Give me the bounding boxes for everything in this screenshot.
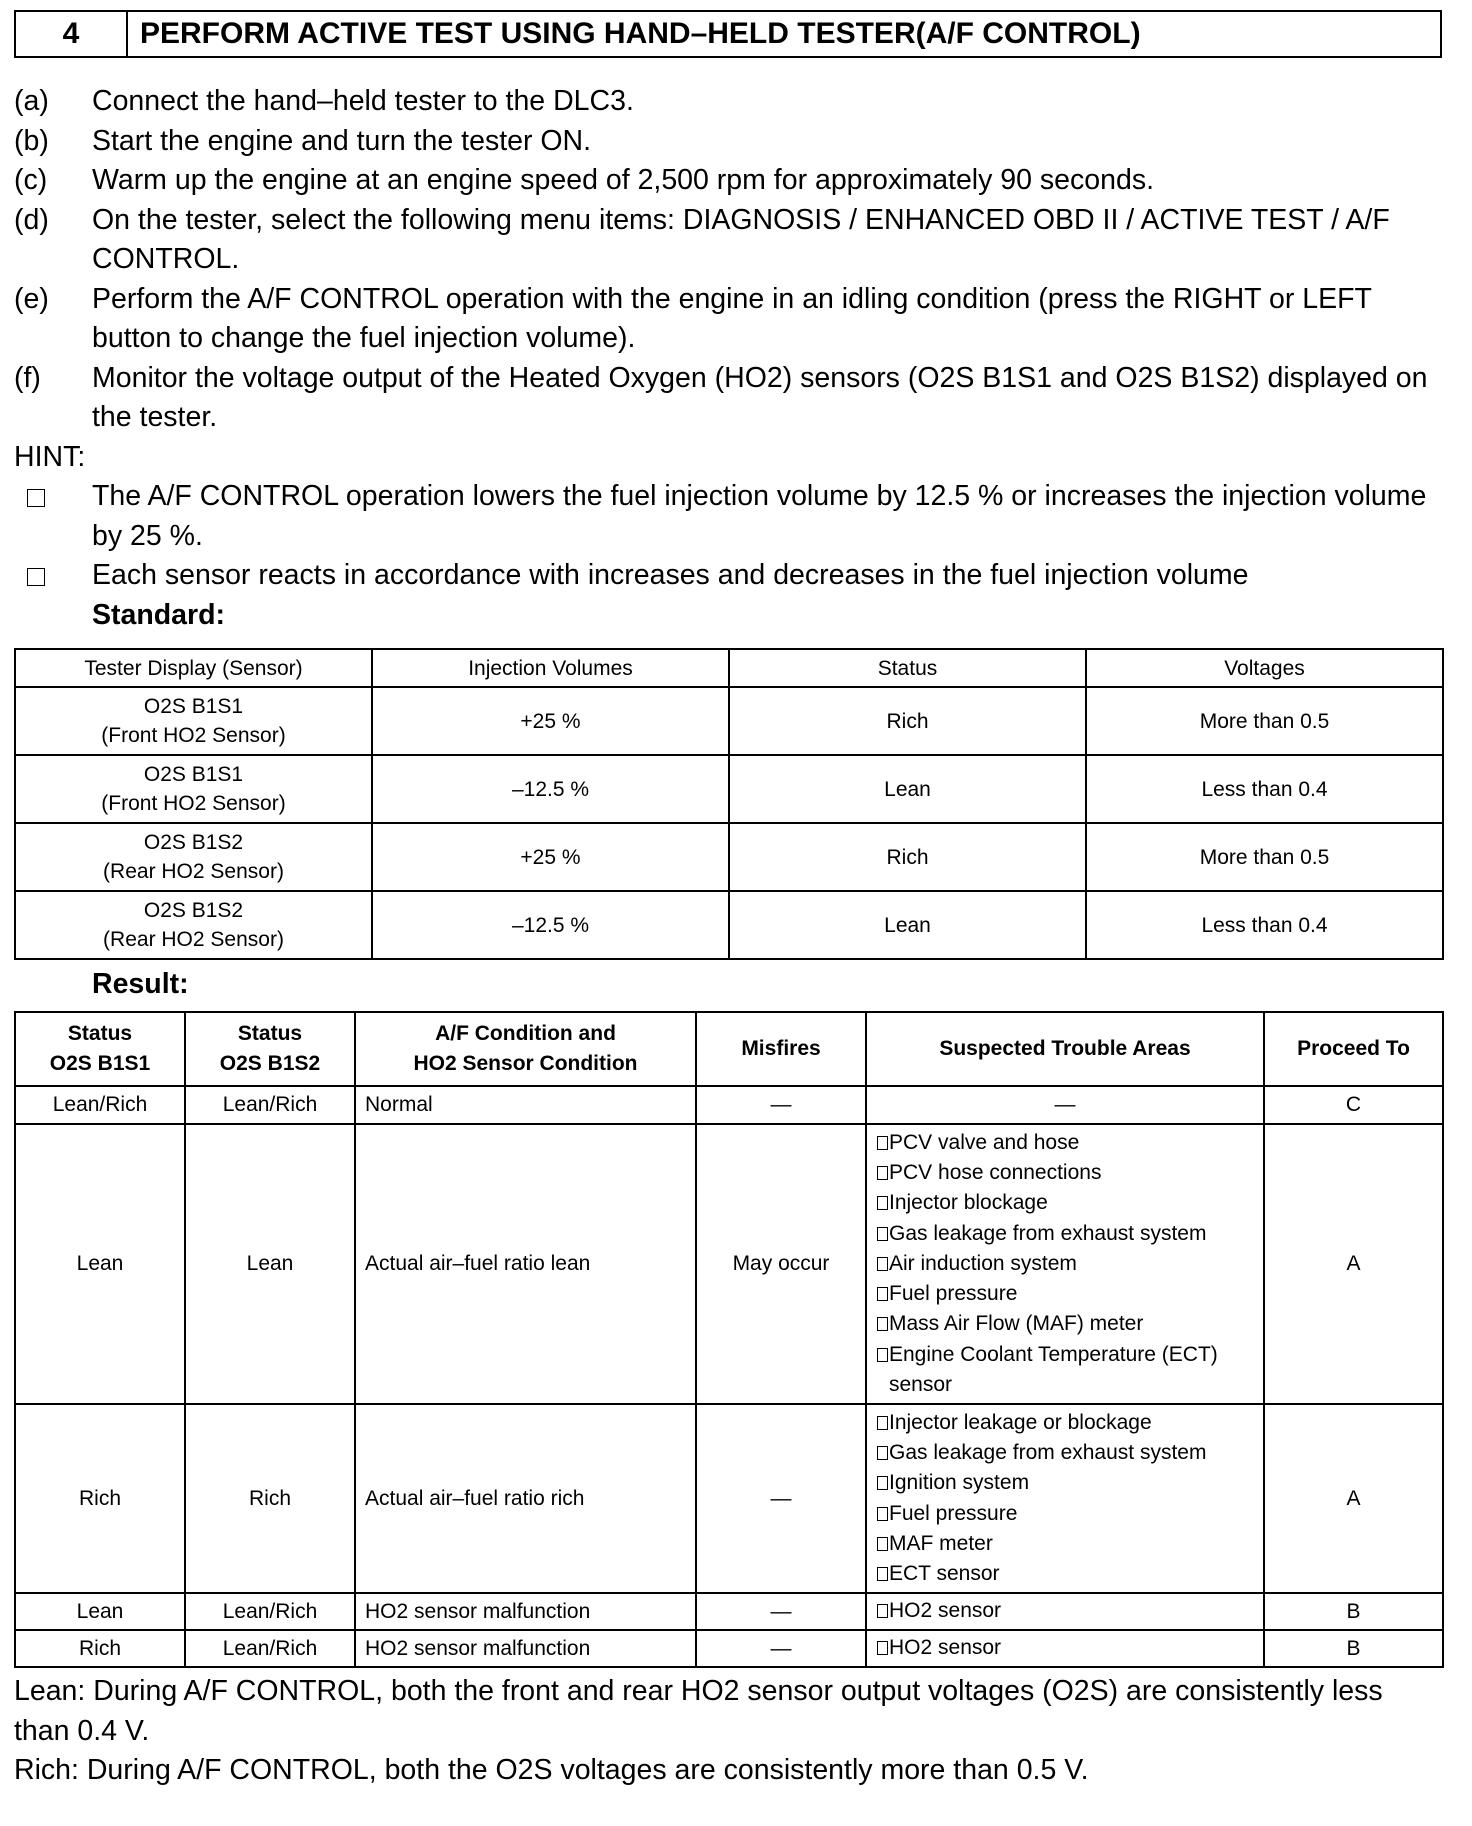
table-row [15, 687, 1443, 755]
areas-cell [866, 1593, 1264, 1630]
list-item: Gas leakage from exhaust system [877, 1438, 1263, 1468]
condition-cell: Actual air–fuel ratio rich [355, 1404, 696, 1593]
injection-cell: +25 % [372, 687, 729, 755]
injection-cell: –12.5 % [372, 755, 729, 823]
status-b1s2-cell: Lean [185, 1124, 355, 1404]
notes [14, 1672, 1444, 1791]
table-row [15, 755, 1443, 823]
sensor-cell: O2S B1S2 (Rear HO2 Sensor) [15, 823, 372, 891]
list-item: Gas leakage from exhaust system [877, 1219, 1263, 1249]
condition-cell: HO2 sensor malfunction [355, 1630, 696, 1667]
instruction-item [14, 82, 1444, 122]
instruction-text: Perform the A/F CONTROL operation with the engine in an idling condition (press the RIGHT or LEFT button to change the fuel injection volume). [92, 282, 1372, 354]
list-item: PCV valve and hose [877, 1128, 1263, 1158]
list-item: Fuel pressure [877, 1279, 1263, 1309]
list-item: PCV hose connections [877, 1158, 1263, 1188]
voltage-cell: Less than 0.4 [1086, 755, 1443, 823]
standard-table [14, 648, 1444, 960]
table-header-row [15, 649, 1443, 687]
step-header [14, 10, 1442, 58]
status-b1s1-cell: Rich [15, 1630, 185, 1667]
areas-cell [866, 1404, 1264, 1593]
status-cell: Lean [729, 755, 1086, 823]
hint-text: The A/F CONTROL operation lowers the fuel injection volume by 12.5 % or increases the injection volume by 25 %. [92, 480, 1427, 552]
column-header: Status [729, 649, 1086, 687]
column-header: Status O2S B1S1 [15, 1012, 185, 1086]
table-row [15, 823, 1443, 891]
instruction-label: (d) [14, 203, 49, 236]
proceed-cell: A [1264, 1404, 1443, 1593]
instruction-text: Start the engine and turn the tester ON. [92, 124, 592, 157]
table-row [15, 1593, 1443, 1630]
result-table [14, 1011, 1444, 1668]
instruction-text: On the tester, select the following menu items: DIAGNOSIS / ENHANCED OBD II / ACTIVE TEST / A/F CONTROL. [92, 203, 1390, 275]
condition-cell: Actual air–fuel ratio lean [355, 1124, 696, 1404]
list-item: Injector leakage or blockage [877, 1408, 1263, 1438]
hint-text: Each sensor reacts in accordance with increases and decreases in the fuel injection volume [92, 559, 1249, 591]
misfires-cell: — [696, 1593, 866, 1630]
status-cell: Lean [729, 891, 1086, 959]
step-title: PERFORM ACTIVE TEST USING HAND–HELD TESTER(A/F CONTROL) [140, 17, 1141, 50]
misfires-cell: — [696, 1630, 866, 1667]
column-header: Suspected Trouble Areas [866, 1012, 1264, 1086]
column-header: A/F Condition and HO2 Sensor Condition [355, 1012, 696, 1086]
list-item: HO2 sensor [877, 1633, 1263, 1663]
list-item: Fuel pressure [877, 1499, 1263, 1529]
status-b1s2-cell: Lean/Rich [185, 1086, 355, 1124]
note-lean: Lean: During A/F CONTROL, both the front and rear HO2 sensor output voltages (O2S) are consistently less than 0.4 V. [14, 1675, 1383, 1747]
instruction-item [14, 122, 1444, 162]
list-item: Engine Coolant Temperature (ECT) [877, 1340, 1263, 1370]
proceed-cell: A [1264, 1124, 1443, 1404]
instruction-item [14, 359, 1444, 438]
table-header-row [15, 1012, 1443, 1086]
instruction-label: (f) [14, 361, 41, 394]
misfires-cell: May occur [696, 1124, 866, 1404]
instruction-label: (b) [14, 124, 49, 157]
areas-cell [866, 1630, 1264, 1667]
table-row [15, 1404, 1443, 1593]
status-cell: Rich [729, 687, 1086, 755]
instruction-item [14, 161, 1444, 201]
instructions [14, 82, 1444, 635]
column-header: Injection Volumes [372, 649, 729, 687]
instruction-item [14, 201, 1444, 280]
instruction-text: Monitor the voltage output of the Heated Oxygen (HO2) sensors (O2S B1S1 and O2S B1S2) displayed on the tester. [92, 361, 1428, 433]
list-item: Ignition system [877, 1468, 1263, 1498]
list-item-continuation: sensor [889, 1373, 953, 1397]
checkbox-icon [27, 489, 45, 507]
hint-label: HINT: [14, 440, 86, 473]
table-row [15, 1630, 1443, 1667]
condition-cell: HO2 sensor malfunction [355, 1593, 696, 1630]
column-header: Misfires [696, 1012, 866, 1086]
sensor-cell: O2S B1S2 (Rear HO2 Sensor) [15, 891, 372, 959]
proceed-cell: B [1264, 1593, 1443, 1630]
injection-cell: –12.5 % [372, 891, 729, 959]
trouble-area-list [867, 1633, 1263, 1663]
column-header: Status O2S B1S2 [185, 1012, 355, 1086]
instruction-text: Warm up the engine at an engine speed of 2,500 rpm for approximately 90 seconds. [92, 164, 1155, 196]
proceed-cell: B [1264, 1630, 1443, 1667]
note-rich: Rich: During A/F CONTROL, both the O2S voltages are consistently more than 0.5 V. [14, 1754, 1089, 1786]
table-row [15, 1086, 1443, 1124]
column-header: Tester Display (Sensor) [15, 649, 372, 687]
table-row [15, 1124, 1443, 1404]
status-b1s2-cell: Lean/Rich [185, 1630, 355, 1667]
sensor-cell: O2S B1S1 (Front HO2 Sensor) [15, 687, 372, 755]
list-item: MAF meter [877, 1529, 1263, 1559]
instruction-label: (e) [14, 282, 49, 315]
result-heading: Result: [92, 968, 189, 1000]
instruction-item [14, 280, 1444, 359]
step-number: 4 [16, 12, 128, 56]
trouble-area-list [867, 1408, 1263, 1590]
status-b1s1-cell: Lean [15, 1124, 185, 1404]
areas-cell: — [866, 1086, 1264, 1124]
trouble-area-list [867, 1128, 1263, 1401]
misfires-cell: — [696, 1086, 866, 1124]
trouble-area-list [867, 1596, 1263, 1626]
condition-cell: Normal [355, 1086, 696, 1124]
list-item: ECT sensor [877, 1559, 1263, 1589]
status-b1s1-cell: Rich [15, 1404, 185, 1593]
column-header: Proceed To [1264, 1012, 1443, 1086]
proceed-cell: C [1264, 1086, 1443, 1124]
instruction-label: (c) [14, 164, 48, 196]
voltage-cell: Less than 0.4 [1086, 891, 1443, 959]
misfires-cell: — [696, 1404, 866, 1593]
injection-cell: +25 % [372, 823, 729, 891]
sensor-cell: O2S B1S1 (Front HO2 Sensor) [15, 755, 372, 823]
status-b1s1-cell: Lean/Rich [15, 1086, 185, 1124]
status-b1s2-cell: Lean/Rich [185, 1593, 355, 1630]
table-row [15, 891, 1443, 959]
areas-cell [866, 1124, 1264, 1404]
checkbox-icon [27, 568, 45, 586]
instruction-text: Connect the hand–held tester to the DLC3. [92, 85, 634, 117]
list-item: Injector blockage [877, 1188, 1263, 1218]
list-item: HO2 sensor [877, 1596, 1263, 1626]
status-cell: Rich [729, 823, 1086, 891]
voltage-cell: More than 0.5 [1086, 823, 1443, 891]
voltage-cell: More than 0.5 [1086, 687, 1443, 755]
list-item: Mass Air Flow (MAF) meter [877, 1309, 1263, 1339]
column-header: Voltages [1086, 649, 1443, 687]
status-b1s2-cell: Rich [185, 1404, 355, 1593]
hint-item [14, 556, 1444, 596]
list-item: Air induction system [877, 1249, 1263, 1279]
instruction-label: (a) [14, 85, 49, 117]
hint-item [14, 477, 1444, 556]
standard-heading: Standard: [92, 598, 226, 631]
status-b1s1-cell: Lean [15, 1593, 185, 1630]
